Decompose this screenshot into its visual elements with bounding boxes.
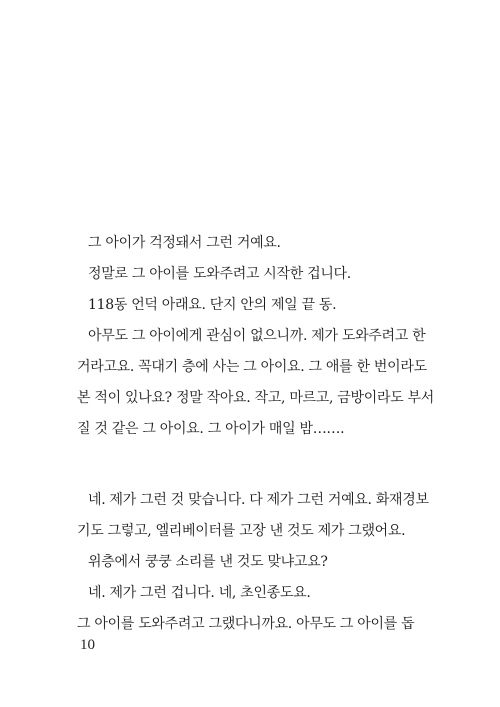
- text-line: 거라고요. 꼭대기 층에 사는 그 아이요. 그 애를 한 번이라도: [77, 359, 427, 375]
- text-line: 118동 언덕 아래요. 단지 안의 제일 끝 동.: [88, 297, 337, 313]
- text-line: 질 것 같은 그 아이요. 그 아이가 매일 밤…….: [77, 421, 345, 437]
- page-number: 10: [80, 637, 95, 653]
- text-line: 그 아이를 도와주려고 그랬다니까요. 아무도 그 아이를 돕: [77, 616, 415, 632]
- text-line: 네. 제가 그런 겁니다. 네, 초인종도요.: [88, 585, 311, 601]
- text-line: 네. 제가 그런 것 맞습니다. 다 제가 그런 거예요. 화재경보: [88, 492, 429, 508]
- text-line: 그 아이가 걱정돼서 그런 거예요.: [88, 235, 281, 251]
- text-line: 아무도 그 아이에게 관심이 없으니까. 제가 도와주려고 한: [88, 328, 426, 344]
- text-line: 정말로 그 아이를 도와주려고 시작한 겁니다.: [88, 266, 351, 282]
- text-section-1: [77, 228, 435, 445]
- text-line: 본 적이 있나요? 정말 작아요. 작고, 마르고, 금방이라도 부서: [77, 390, 435, 406]
- text-section-2: [77, 485, 429, 640]
- text-line: 기도 그렇고, 엘리베이터를 고장 낸 것도 제가 그랬어요.: [77, 523, 406, 539]
- text-line: 위층에서 쿵쿵 소리를 낸 것도 맞냐고요?: [88, 554, 328, 570]
